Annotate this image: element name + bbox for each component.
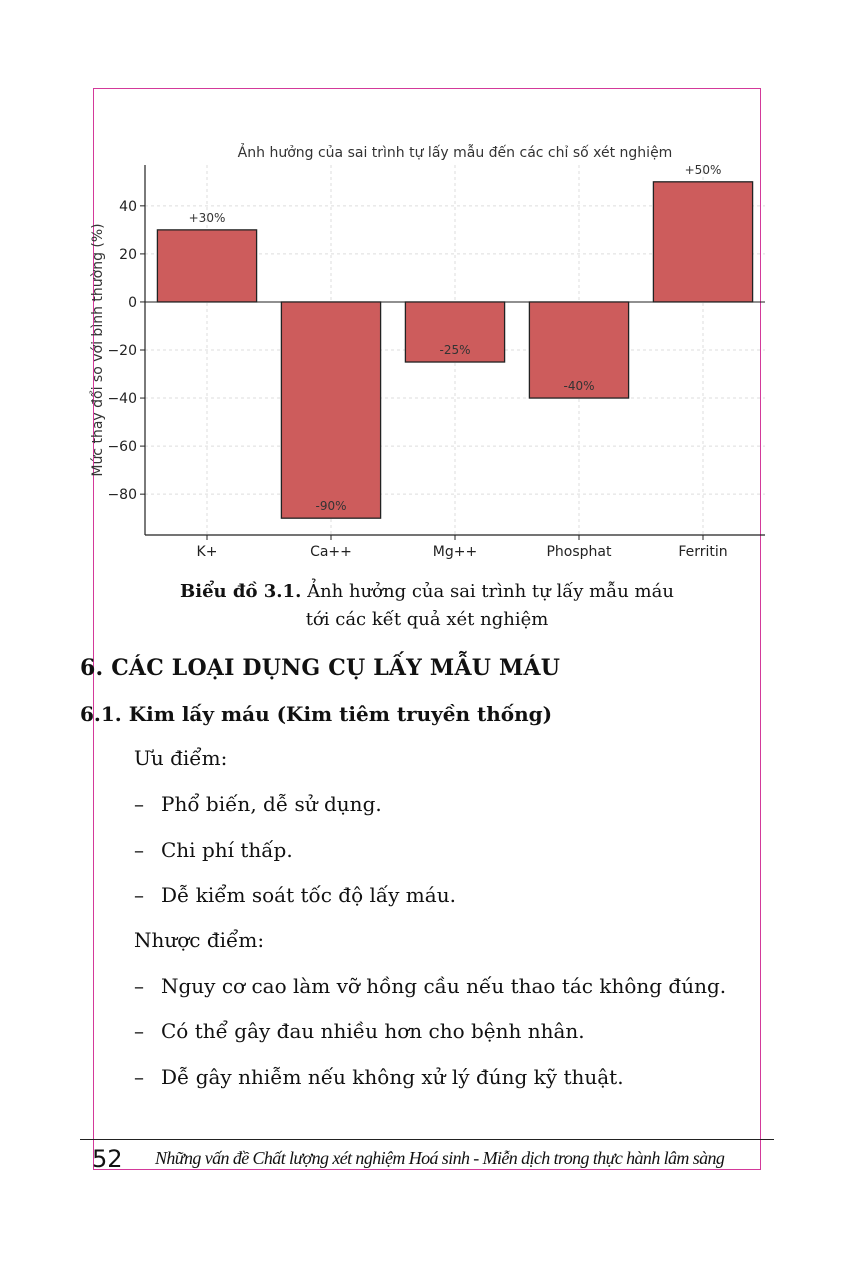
figure-caption	[93, 578, 761, 634]
y-tick-label: −80	[107, 487, 137, 504]
list-item	[134, 792, 382, 816]
caption-line1: Ảnh hưởng của sai trình tự lấy mẫu máu	[301, 581, 674, 602]
bar	[157, 230, 256, 302]
advantages-label: Ưu điểm:	[134, 746, 228, 770]
running-title: Những vấn đề Chất lượng xét nghiệm Hoá sinh - Miễn dịch trong thực hành lâm sàng	[155, 1148, 725, 1168]
y-tick-label: 0	[128, 294, 137, 311]
list-item	[134, 883, 456, 907]
advantage-item: Dễ kiểm soát tốc độ lấy máu.	[161, 883, 456, 907]
x-tick-label: Phosphat	[546, 544, 612, 560]
data-label: -40%	[563, 379, 595, 394]
bullet-dash: –	[134, 838, 144, 862]
bar	[281, 302, 380, 518]
bullet-dash: –	[134, 883, 144, 907]
bullet-dash: –	[134, 974, 144, 998]
x-tick-label: K+	[196, 544, 218, 560]
section-heading: 6. CÁC LOẠI DỤNG CỤ LẤY MẪU MÁU	[80, 655, 561, 681]
y-tick-label: −20	[107, 343, 137, 359]
y-axis-label: Mức thay đổi so với bình thường (%)	[90, 223, 106, 477]
caption-label: Biểu đồ 3.1.	[180, 581, 302, 602]
data-label: +50%	[684, 162, 722, 177]
chart-title: Ảnh hưởng của sai trình tự lấy mẫu đến các chỉ số xét nghiệm	[237, 145, 673, 161]
bar-chart	[85, 135, 775, 560]
y-tick-label: 40	[119, 198, 137, 215]
chart-container	[85, 135, 775, 560]
subsection-heading: 6.1. Kim lấy máu (Kim tiêm truyền thống)	[80, 702, 553, 726]
data-label: -90%	[315, 499, 347, 514]
data-label: -25%	[439, 343, 471, 358]
list-item	[134, 1019, 585, 1043]
x-tick-label: Mg++	[432, 544, 478, 560]
bullet-dash: –	[134, 1019, 144, 1043]
advantage-item: Chi phí thấp.	[161, 838, 293, 862]
bar	[653, 182, 752, 302]
disadvantages-label: Nhược điểm:	[134, 928, 265, 952]
disadvantage-item: Có thể gây đau nhiều hơn cho bệnh nhân.	[161, 1019, 585, 1043]
disadvantage-item: Dễ gây nhiễm nếu không xử lý đúng kỹ thuật.	[161, 1065, 624, 1089]
footer-divider	[80, 1139, 774, 1140]
advantage-item: Phổ biến, dễ sử dụng.	[161, 792, 382, 816]
y-tick-label: 20	[119, 246, 137, 263]
list-item	[134, 838, 293, 862]
x-tick-label: Ferritin	[678, 544, 728, 560]
y-tick-label: −60	[107, 439, 137, 456]
bullet-dash: –	[134, 1065, 144, 1089]
data-label: +30%	[188, 210, 226, 225]
caption-line2: tới các kết quả xét nghiệm	[305, 609, 549, 630]
list-item	[134, 974, 726, 998]
disadvantage-item: Nguy cơ cao làm vỡ hồng cầu nếu thao tác không đúng.	[161, 974, 727, 998]
bullet-dash: –	[134, 792, 144, 816]
list-item	[134, 1065, 624, 1089]
x-tick-label: Ca++	[310, 544, 352, 560]
y-tick-label: −40	[107, 391, 137, 408]
page-number: 52	[92, 1145, 123, 1173]
